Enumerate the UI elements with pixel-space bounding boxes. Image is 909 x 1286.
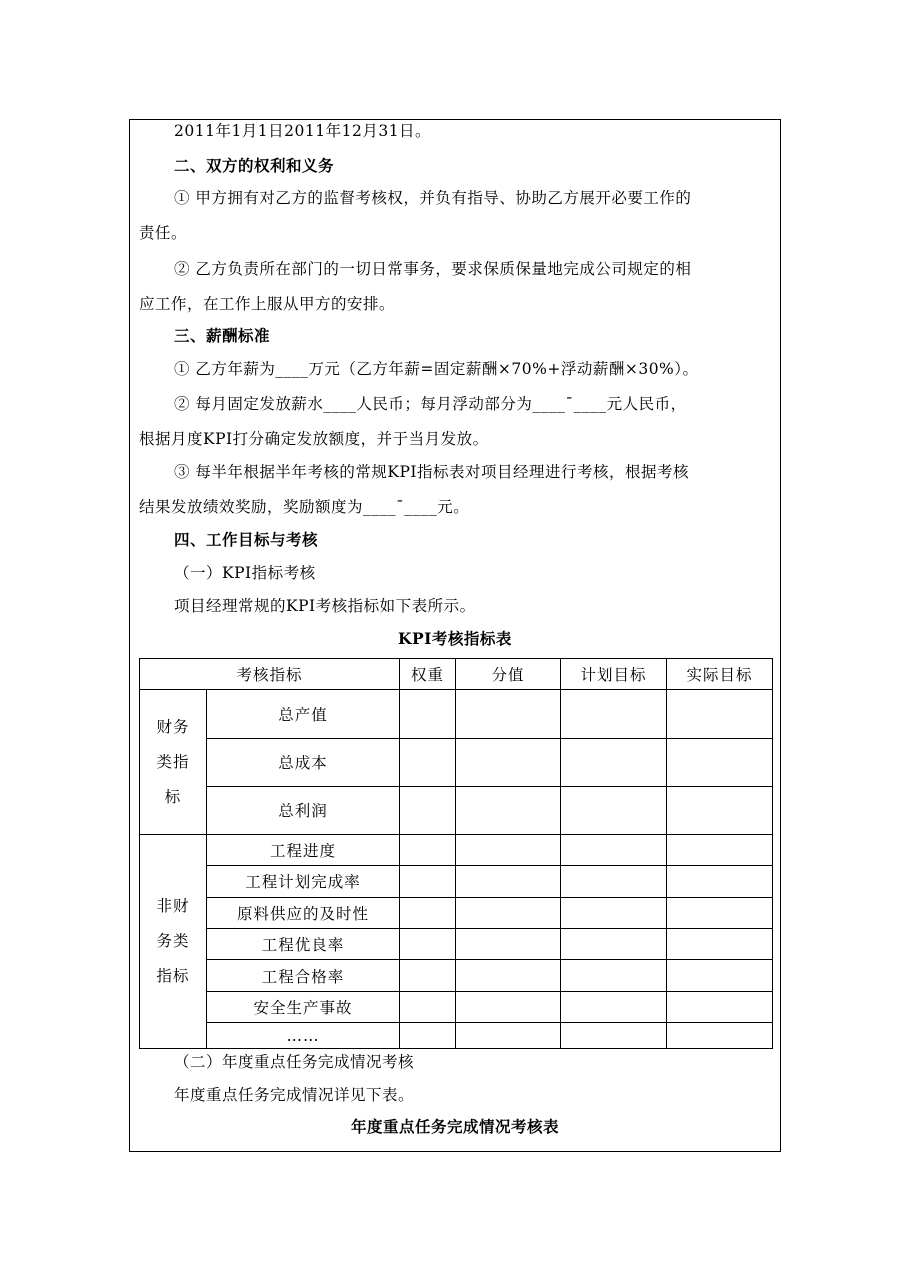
sec3-item3-line2: 结果发放绩效奖励，奖励额度为____¯____元。 <box>139 498 470 516</box>
actual-target-cell[interactable] <box>667 738 773 786</box>
score-cell[interactable] <box>456 738 561 786</box>
weight-cell[interactable] <box>400 1023 456 1049</box>
actual-target-cell[interactable] <box>667 991 773 1022</box>
sec3-item3-line1: ③ 每半年根据半年考核的常规KPI指标表对项目经理进行考核，根据考核 <box>174 463 690 481</box>
category-line: 标 <box>164 787 182 806</box>
table-row <box>140 866 773 897</box>
kpi-table-title: KPI考核指标表 <box>398 629 512 648</box>
score-cell[interactable] <box>456 786 561 834</box>
sec4-subsection-1: （一）KPI指标考核 <box>174 564 316 582</box>
header-indicator: 考核指标 <box>140 659 400 690</box>
score-cell[interactable] <box>456 1023 561 1049</box>
score-cell[interactable] <box>456 690 561 738</box>
sec3-item2-line1: ② 每月固定发放薪水____人民币；每月浮动部分为____¯____元人民币， <box>174 395 687 413</box>
table-row <box>140 690 773 738</box>
table-row <box>140 738 773 786</box>
planned-target-cell[interactable] <box>561 738 667 786</box>
table-row <box>140 991 773 1022</box>
planned-target-cell[interactable] <box>561 786 667 834</box>
financial-category-label <box>140 690 207 835</box>
indicator-name: 安全生产事故 <box>207 991 400 1022</box>
sec2-item2-line1: ② 乙方负责所在部门的一切日常事务，要求保质保量地完成公司规定的相 <box>174 260 692 278</box>
section-4-title: 四、工作目标与考核 <box>174 530 319 549</box>
weight-cell[interactable] <box>400 991 456 1022</box>
actual-target-cell[interactable] <box>667 786 773 834</box>
indicator-name: 总产值 <box>207 690 400 738</box>
actual-target-cell[interactable] <box>667 690 773 738</box>
table-row <box>140 786 773 834</box>
indicator-name: 总利润 <box>207 786 400 834</box>
indicator-name: 工程计划完成率 <box>207 866 400 897</box>
score-cell[interactable] <box>456 897 561 928</box>
kpi-table <box>139 658 773 1049</box>
sec2-item1-line2: 责任。 <box>139 224 188 242</box>
category-line: 务类 <box>156 931 190 950</box>
non-financial-category-label <box>140 834 207 1048</box>
table-row <box>140 960 773 991</box>
indicator-name: 原料供应的及时性 <box>207 897 400 928</box>
sec4-subsection-2-text: 年度重点任务完成情况详见下表。 <box>174 1086 415 1104</box>
indicator-name: 工程进度 <box>207 834 400 865</box>
planned-target-cell[interactable] <box>561 690 667 738</box>
planned-target-cell[interactable] <box>561 834 667 865</box>
indicator-name: 工程优良率 <box>207 928 400 959</box>
header-weight: 权重 <box>400 659 456 690</box>
table-row <box>140 834 773 865</box>
header-score: 分值 <box>456 659 561 690</box>
weight-cell[interactable] <box>400 690 456 738</box>
planned-target-cell[interactable] <box>561 897 667 928</box>
category-line: 指标 <box>156 966 190 985</box>
score-cell[interactable] <box>456 866 561 897</box>
sec4-subsection-1-text: 项目经理常规的KPI考核指标如下表所示。 <box>174 597 476 615</box>
kpi-table-wrapper <box>139 658 772 1049</box>
planned-target-cell[interactable] <box>561 991 667 1022</box>
section-3-title: 三、薪酬标准 <box>174 326 271 345</box>
weight-cell[interactable] <box>400 738 456 786</box>
indicator-name: …… <box>207 1023 400 1049</box>
score-cell[interactable] <box>456 834 561 865</box>
section-2-title: 二、双方的权利和义务 <box>174 156 335 175</box>
header-actual-target: 实际目标 <box>667 659 773 690</box>
category-line: 类指 <box>156 752 190 771</box>
table-row <box>140 928 773 959</box>
planned-target-cell[interactable] <box>561 1023 667 1049</box>
score-cell[interactable] <box>456 928 561 959</box>
sec2-item2-line2: 应工作，在工作上服从甲方的安排。 <box>139 295 396 313</box>
planned-target-cell[interactable] <box>561 866 667 897</box>
sec4-subsection-2: （二）年度重点任务完成情况考核 <box>174 1053 415 1071</box>
planned-target-cell[interactable] <box>561 960 667 991</box>
weight-cell[interactable] <box>400 928 456 959</box>
table-row <box>140 897 773 928</box>
sec3-item1: ① 乙方年薪为____万元（乙方年薪=固定薪酬×70%+浮动薪酬×30%）。 <box>174 360 699 378</box>
actual-target-cell[interactable] <box>667 866 773 897</box>
score-cell[interactable] <box>456 960 561 991</box>
annual-table-title: 年度重点任务完成情况考核表 <box>350 1117 559 1136</box>
sec2-item1-line1: ① 甲方拥有对乙方的监督考核权，并负有指导、协助乙方展开必要工作的 <box>174 189 692 207</box>
actual-target-cell[interactable] <box>667 960 773 991</box>
actual-target-cell[interactable] <box>667 928 773 959</box>
indicator-name: 总成本 <box>207 738 400 786</box>
category-line: 财务 <box>156 717 190 736</box>
weight-cell[interactable] <box>400 897 456 928</box>
table-header-row <box>140 659 773 690</box>
actual-target-cell[interactable] <box>667 1023 773 1049</box>
date-line: 2011年1月1日2011年12月31日。 <box>174 122 432 140</box>
weight-cell[interactable] <box>400 786 456 834</box>
weight-cell[interactable] <box>400 834 456 865</box>
weight-cell[interactable] <box>400 866 456 897</box>
sec3-item2-line2: 根据月度KPI打分确定发放额度，并于当月发放。 <box>139 430 489 448</box>
score-cell[interactable] <box>456 991 561 1022</box>
weight-cell[interactable] <box>400 960 456 991</box>
actual-target-cell[interactable] <box>667 897 773 928</box>
category-line: 非财 <box>156 896 190 915</box>
planned-target-cell[interactable] <box>561 928 667 959</box>
indicator-name: 工程合格率 <box>207 960 400 991</box>
header-planned-target: 计划目标 <box>561 659 667 690</box>
actual-target-cell[interactable] <box>667 834 773 865</box>
table-row <box>140 1023 773 1049</box>
